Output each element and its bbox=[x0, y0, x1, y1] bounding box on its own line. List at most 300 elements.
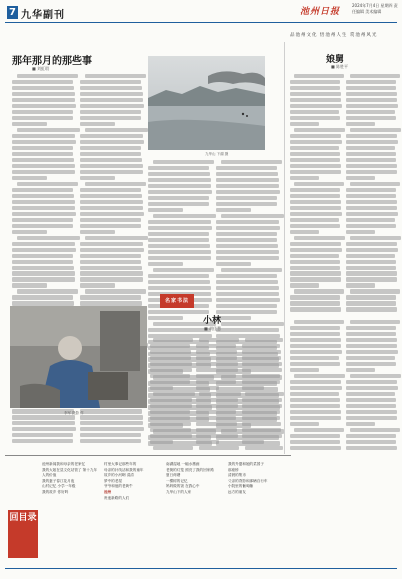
text-line bbox=[216, 220, 279, 224]
toc-column-3 bbox=[166, 462, 224, 496]
text-line bbox=[350, 236, 401, 240]
text-line bbox=[148, 274, 209, 278]
text-line bbox=[346, 434, 396, 438]
text-line bbox=[196, 380, 236, 384]
text-line bbox=[290, 392, 339, 396]
text-line bbox=[290, 206, 341, 210]
text-line bbox=[17, 182, 78, 186]
portrait-photo bbox=[10, 306, 147, 408]
text-line bbox=[346, 295, 396, 299]
toc-column-4 bbox=[228, 462, 286, 496]
text-line bbox=[216, 184, 279, 188]
text-line bbox=[153, 214, 216, 218]
text-line bbox=[346, 212, 398, 216]
text-line bbox=[148, 286, 211, 290]
text-line bbox=[80, 260, 141, 264]
text-line bbox=[80, 218, 141, 222]
text-line bbox=[346, 134, 397, 138]
toc-entry[interactable]: 人的价值 bbox=[42, 473, 57, 478]
text-line bbox=[80, 92, 143, 96]
text-line bbox=[153, 338, 193, 342]
text-line bbox=[294, 320, 343, 324]
text-line bbox=[290, 170, 341, 174]
text-line bbox=[12, 152, 73, 156]
text-line bbox=[216, 172, 278, 176]
toc-entry[interactable]: 我的故乡 你好吗 bbox=[42, 489, 69, 494]
text-line bbox=[12, 283, 47, 287]
main-article-title: 那年那月的那些事 bbox=[12, 56, 92, 67]
text-line bbox=[17, 289, 78, 293]
text-line bbox=[346, 176, 375, 180]
text-line bbox=[85, 74, 146, 78]
text-line bbox=[148, 262, 183, 266]
text-line bbox=[12, 86, 74, 90]
text-line bbox=[290, 86, 340, 90]
text-line bbox=[290, 350, 342, 354]
text-line bbox=[346, 344, 397, 348]
text-line bbox=[12, 176, 47, 180]
bottom-article-col-1 bbox=[150, 338, 192, 452]
text-line bbox=[80, 122, 115, 126]
text-line bbox=[346, 386, 398, 390]
toc-entry[interactable]: 母亲的针线活和我的童年 bbox=[104, 467, 144, 472]
page-footer bbox=[0, 568, 402, 579]
text-line bbox=[221, 268, 282, 272]
text-line bbox=[153, 268, 214, 272]
text-line bbox=[346, 362, 396, 366]
text-line bbox=[290, 295, 340, 299]
text-line bbox=[346, 350, 398, 354]
text-line bbox=[245, 446, 283, 450]
text-line bbox=[12, 170, 75, 174]
text-line bbox=[150, 410, 190, 414]
text-line bbox=[290, 368, 319, 372]
text-line bbox=[80, 134, 143, 138]
text-line bbox=[346, 92, 397, 96]
text-line bbox=[80, 146, 141, 150]
footer-rule bbox=[5, 568, 397, 569]
text-line bbox=[290, 116, 340, 120]
text-line bbox=[216, 178, 279, 182]
text-line bbox=[12, 206, 75, 210]
text-line bbox=[150, 374, 190, 378]
toc-entry[interactable]: 梦中的老屋 bbox=[104, 478, 122, 483]
text-line bbox=[196, 356, 237, 360]
text-line bbox=[290, 194, 340, 198]
text-line bbox=[290, 307, 341, 311]
text-line bbox=[199, 446, 239, 450]
text-line bbox=[216, 250, 279, 254]
text-line bbox=[12, 421, 75, 425]
text-line bbox=[290, 104, 342, 108]
text-line bbox=[196, 410, 236, 414]
text-line bbox=[346, 242, 397, 246]
text-line bbox=[290, 271, 341, 275]
text-line bbox=[290, 224, 340, 228]
text-line bbox=[290, 134, 341, 138]
text-line bbox=[80, 116, 141, 120]
toc-entry[interactable]: 故乡的小河啊 清清 bbox=[104, 473, 134, 478]
text-line bbox=[346, 218, 395, 222]
text-line bbox=[346, 338, 397, 342]
toc-entry[interactable]: 池州 bbox=[104, 489, 112, 494]
toc-entry[interactable]: 山村记忆 小学一年级 bbox=[42, 484, 76, 489]
text-line bbox=[148, 196, 209, 200]
text-line bbox=[80, 200, 143, 204]
text-line bbox=[290, 98, 341, 102]
text-line bbox=[12, 116, 73, 120]
text-line bbox=[148, 328, 211, 332]
text-line bbox=[150, 368, 192, 372]
text-line bbox=[12, 164, 75, 168]
column-divider bbox=[284, 42, 285, 454]
text-line bbox=[80, 188, 141, 192]
text-line bbox=[290, 164, 341, 168]
text-line bbox=[85, 182, 146, 186]
text-line bbox=[216, 262, 251, 266]
text-line bbox=[290, 260, 340, 264]
text-line bbox=[242, 440, 264, 444]
text-line bbox=[294, 289, 343, 293]
text-line bbox=[17, 236, 80, 240]
toc-entry[interactable]: 南湖湿地 一幅水墨画 bbox=[166, 462, 200, 466]
text-line bbox=[216, 328, 279, 332]
text-line bbox=[80, 409, 142, 413]
text-line bbox=[153, 446, 193, 450]
text-line bbox=[294, 236, 345, 240]
text-line bbox=[242, 350, 281, 354]
text-line bbox=[294, 182, 343, 186]
text-line bbox=[290, 152, 340, 156]
text-line bbox=[12, 248, 76, 252]
page-header bbox=[0, 0, 402, 27]
text-line bbox=[196, 374, 236, 378]
text-line bbox=[346, 356, 395, 360]
bottom-article-col-3 bbox=[242, 338, 282, 452]
text-line bbox=[346, 277, 397, 281]
text-line bbox=[80, 224, 141, 228]
text-line bbox=[346, 301, 396, 305]
text-line bbox=[12, 188, 73, 192]
text-line bbox=[199, 338, 239, 342]
text-line bbox=[290, 283, 319, 287]
text-line bbox=[17, 74, 78, 78]
bottom-article-col-2 bbox=[196, 338, 238, 452]
text-line bbox=[290, 92, 341, 96]
text-line bbox=[80, 164, 143, 168]
text-line bbox=[216, 244, 278, 248]
text-line bbox=[199, 392, 240, 396]
toc-entry[interactable]: 老街的灯笼 照亮了我的回家路 bbox=[166, 467, 214, 472]
text-line bbox=[346, 146, 395, 150]
text-line bbox=[150, 434, 192, 438]
toc-entry[interactable]: 我的外婆和她的菜园子 bbox=[228, 462, 264, 466]
toc-entry[interactable]: 九华山下的人家 bbox=[166, 489, 192, 494]
text-line bbox=[245, 338, 283, 342]
text-line bbox=[346, 398, 396, 402]
landscape-caption: 九华山 下湖 摄 bbox=[205, 152, 229, 156]
text-line bbox=[80, 277, 143, 281]
text-line bbox=[196, 350, 237, 354]
text-line bbox=[242, 404, 282, 408]
text-line bbox=[80, 194, 142, 198]
text-line bbox=[150, 344, 190, 348]
text-line bbox=[290, 248, 342, 252]
text-line bbox=[12, 134, 75, 138]
text-line bbox=[12, 200, 75, 204]
text-line bbox=[346, 116, 396, 120]
text-line bbox=[80, 86, 142, 90]
text-line bbox=[216, 310, 277, 314]
bottom-article-title: 小林 bbox=[203, 316, 222, 326]
text-line bbox=[346, 416, 397, 420]
text-line bbox=[242, 344, 280, 348]
toc-entry[interactable]: 池州新闻我和母亲的老家忆 bbox=[42, 462, 86, 466]
text-line bbox=[290, 332, 340, 336]
text-line bbox=[290, 80, 340, 84]
text-line bbox=[80, 254, 141, 258]
text-line bbox=[85, 289, 146, 293]
text-line bbox=[290, 338, 341, 342]
text-line bbox=[216, 226, 280, 230]
text-line bbox=[290, 446, 341, 450]
text-line bbox=[346, 110, 395, 114]
text-line bbox=[346, 254, 395, 258]
text-line bbox=[290, 188, 340, 192]
text-line bbox=[80, 152, 141, 156]
text-line bbox=[350, 320, 399, 324]
text-line bbox=[290, 326, 340, 330]
text-line bbox=[346, 368, 375, 372]
text-line bbox=[245, 392, 284, 396]
text-line bbox=[216, 298, 280, 302]
text-line bbox=[346, 80, 396, 84]
text-line bbox=[290, 434, 340, 438]
text-line bbox=[216, 274, 277, 278]
text-line bbox=[350, 289, 399, 293]
toc-entry[interactable]: 夏日荷塘 bbox=[166, 473, 181, 478]
date-line: 2024年7月4日 星期四 责任编辑 美术编辑 bbox=[352, 3, 398, 14]
text-line bbox=[12, 439, 73, 443]
text-line bbox=[80, 230, 115, 234]
toc-entry[interactable]: 村里大事记那些年的 bbox=[104, 462, 137, 466]
toc-entry[interactable]: 清晨的集市 bbox=[228, 473, 246, 478]
text-line bbox=[85, 236, 148, 240]
text-line bbox=[216, 280, 278, 284]
text-line bbox=[12, 277, 75, 281]
text-line bbox=[242, 434, 282, 438]
text-line bbox=[216, 166, 277, 170]
text-line bbox=[350, 128, 401, 132]
text-line bbox=[350, 182, 399, 186]
toc-entry[interactable]: 贵池新路的人们 bbox=[104, 495, 130, 500]
text-line bbox=[346, 404, 396, 408]
text-line bbox=[12, 266, 74, 270]
text-line bbox=[196, 362, 238, 366]
text-line bbox=[346, 194, 396, 198]
text-line bbox=[346, 230, 375, 234]
toc-entry[interactable]: 小院里的葡萄藤 bbox=[228, 484, 254, 489]
text-line bbox=[216, 292, 279, 296]
text-line bbox=[290, 122, 319, 126]
toc-entry[interactable]: 远方的朋友 bbox=[228, 489, 246, 494]
bottom-article-author: ■ 胡佳慧 bbox=[204, 326, 222, 331]
text-line bbox=[12, 92, 75, 96]
text-line bbox=[80, 439, 141, 443]
toc-entry[interactable]: 妈妈做的饭 在我心中 bbox=[166, 484, 200, 489]
text-line bbox=[221, 322, 284, 326]
text-line bbox=[150, 362, 192, 366]
text-line bbox=[294, 428, 343, 432]
text-line bbox=[346, 140, 398, 144]
text-line bbox=[150, 398, 192, 402]
text-line bbox=[216, 208, 251, 212]
text-line bbox=[80, 206, 143, 210]
text-line bbox=[148, 226, 212, 230]
text-line bbox=[290, 176, 319, 180]
text-line bbox=[242, 428, 281, 432]
portrait-caption: 李军 摄影 作 bbox=[64, 411, 84, 415]
text-line bbox=[242, 386, 264, 390]
text-line bbox=[150, 356, 191, 360]
text-line bbox=[346, 224, 396, 228]
section-title: 九华副刊 bbox=[21, 10, 65, 21]
text-line bbox=[290, 344, 341, 348]
text-line bbox=[80, 110, 141, 114]
text-line bbox=[196, 404, 238, 408]
text-line bbox=[346, 164, 397, 168]
text-line bbox=[216, 304, 277, 308]
text-line bbox=[290, 410, 341, 414]
text-line bbox=[80, 170, 143, 174]
text-line bbox=[12, 194, 74, 198]
text-line bbox=[80, 433, 141, 437]
text-line bbox=[216, 286, 279, 290]
text-line bbox=[290, 242, 341, 246]
text-line bbox=[80, 283, 115, 287]
text-line bbox=[153, 160, 214, 164]
text-line bbox=[196, 434, 238, 438]
toc-entry[interactable]: 一棵树的记忆 bbox=[166, 478, 188, 483]
text-line bbox=[290, 440, 340, 444]
toc-entry[interactable]: 父亲的背影和那辆自行车 bbox=[228, 478, 268, 483]
landscape-photo bbox=[148, 56, 265, 150]
text-line bbox=[346, 332, 396, 336]
text-line bbox=[148, 238, 209, 242]
toc-banner: 回目录 bbox=[8, 510, 38, 558]
text-line bbox=[148, 250, 211, 254]
text-line bbox=[350, 428, 399, 432]
text-line bbox=[80, 427, 144, 431]
text-line bbox=[290, 277, 341, 281]
text-line bbox=[12, 122, 47, 126]
text-line bbox=[242, 410, 280, 414]
text-line bbox=[242, 362, 282, 366]
text-line bbox=[290, 146, 339, 150]
text-line bbox=[150, 428, 191, 432]
header-rule bbox=[5, 22, 397, 23]
toc-entry[interactable]: 爷爷和他的老黄牛 bbox=[104, 484, 133, 489]
text-line bbox=[242, 380, 280, 384]
toc-entry[interactable]: 我的大姐在县文化站管了 第十九年 bbox=[42, 467, 98, 472]
text-line bbox=[80, 98, 143, 102]
text-line bbox=[346, 410, 397, 414]
text-line bbox=[290, 398, 340, 402]
text-line bbox=[346, 206, 397, 210]
text-line bbox=[346, 248, 398, 252]
text-line bbox=[150, 350, 191, 354]
text-line bbox=[290, 140, 342, 144]
text-line bbox=[290, 386, 342, 390]
toc-entry[interactable]: 我的妻子春江花月夜 bbox=[42, 478, 75, 483]
text-line bbox=[346, 188, 396, 192]
text-line bbox=[242, 422, 281, 426]
text-line bbox=[148, 220, 211, 224]
text-line bbox=[12, 146, 73, 150]
text-line bbox=[148, 208, 183, 212]
text-line bbox=[12, 110, 73, 114]
text-line bbox=[148, 316, 183, 320]
text-line bbox=[148, 166, 209, 170]
text-line bbox=[216, 202, 277, 206]
text-line bbox=[346, 104, 398, 108]
right-article-col-1 bbox=[290, 74, 342, 313]
text-line bbox=[12, 104, 76, 108]
text-line bbox=[346, 392, 395, 396]
text-line bbox=[346, 440, 396, 444]
text-line bbox=[80, 266, 142, 270]
text-line bbox=[85, 128, 148, 132]
text-line bbox=[221, 160, 282, 164]
text-line bbox=[196, 428, 237, 432]
text-line bbox=[346, 283, 375, 287]
text-line bbox=[80, 212, 144, 216]
text-line bbox=[80, 295, 141, 299]
section-slogan: 品池州文化 悟池州人生 赏池州风光 bbox=[290, 33, 378, 38]
right-article-col-3 bbox=[290, 320, 342, 452]
text-line bbox=[12, 242, 75, 246]
text-line bbox=[290, 230, 319, 234]
text-line bbox=[216, 190, 280, 194]
toc-entry[interactable]: 那座桥 bbox=[228, 467, 239, 472]
text-line bbox=[196, 368, 238, 372]
page-number: 7 bbox=[7, 6, 18, 19]
right-article-author: ■ 陈胜平 bbox=[331, 64, 349, 69]
text-line bbox=[148, 172, 210, 176]
calligraphy-stamp: 名家书法 bbox=[160, 294, 194, 308]
text-line bbox=[80, 104, 144, 108]
text-line bbox=[346, 98, 397, 102]
text-line bbox=[290, 362, 340, 366]
text-line bbox=[242, 398, 282, 402]
text-line bbox=[148, 202, 209, 206]
text-line bbox=[290, 200, 341, 204]
toc-column-2 bbox=[104, 462, 162, 501]
text-line bbox=[12, 260, 73, 264]
right-article-title: 娘舅 bbox=[326, 55, 345, 65]
text-line bbox=[12, 254, 73, 258]
text-line bbox=[12, 218, 73, 222]
text-line bbox=[150, 404, 192, 408]
text-line bbox=[148, 256, 211, 260]
text-line bbox=[221, 214, 284, 218]
toc-rule bbox=[5, 455, 291, 456]
text-line bbox=[346, 200, 397, 204]
text-line bbox=[196, 440, 219, 444]
masthead-logo: 池州日报 bbox=[300, 7, 341, 17]
text-line bbox=[242, 368, 282, 372]
text-line bbox=[346, 158, 396, 162]
